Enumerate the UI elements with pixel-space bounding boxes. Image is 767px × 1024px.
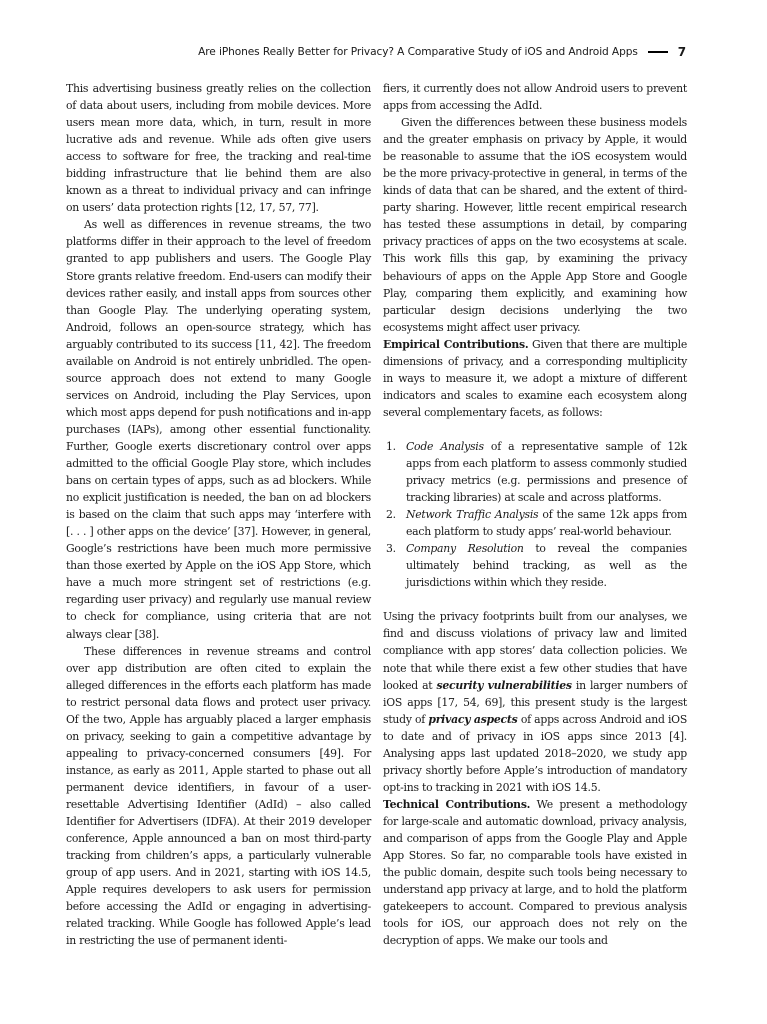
spacer xyxy=(383,591,687,608)
paragraph-revenue-control: These differences in revenue streams and control over app distribution are often cited to explain the alleged differences in the efforts each platform has made to restrict personal data flows and protect user privacy. Of the two, Apple has arguably placed a larger emphasis on privacy, seeking to gain a competitive advantage by appealing to privacy-concerned consumers [49]. For instance, as early as 2011, Apple started to phase out all permanent device identifiers, in favour of a user-resettable Advertising Identifier (AdId) – also called Identifier for Advertisers (IDFA). At their 2019 developer conference, Apple announced a ban on most third-party tracking from children’s apps, a particularly vulnerable group of app users. And in 2021, starting with iOS 14.5, Apple requires developers to ask users for permission before accessing the AdId or engaging in advertising-related tracking. While Google has followed Apple’s lead in restricting the use of permanent identi- xyxy=(66,644,371,948)
paragraph-technical-contributions xyxy=(383,796,687,949)
empirical-contributions-text: Given that there are multiple dimensions of privacy, and a corresponding multiplicity in ways to measure it, we adopt a mixture of different indicators and scales to examine each ecosystem along several complementary facets, as follows: xyxy=(383,337,687,419)
list-item-term: Code Analysis xyxy=(406,439,484,453)
list-item-term: Network Traffic Analysis xyxy=(406,508,539,522)
list-item: 3. Company Resolution to reveal the companies ultimately behind tracking, as well as the jurisdictions within which they reside. xyxy=(386,542,687,590)
paragraph-privacy-footprints: Using the privacy footprints built from our analyses, we find and discuss violations of privacy law and limited compliance with app stores’ data collection policies. We note that while there exist a few other studies that have looked at security vulnerabilities in larger numbers of iOS apps [17, 54, 69], this present study is the largest study of privacy aspects of apps across Android and iOS to date and of privacy in iOS apps since 2013 [4]. Analysing apps last updated 2018–2020, we study app privacy shortly before Apple’s introduction of mandatory opt-ins to tracking in 2021 with iOS 14.5. xyxy=(383,610,688,794)
paragraph-business-models: Given the differences between these business models and the greater emphasis on privacy by Apple, it would be reasonable to assume that the iOS ecosystem would be the more privacy-protective in general, in terms of the kinds of data that can be shared, and the extent of third-party sharing. However, little recent empirical research has tested these assumptions in detail, by comparing privacy practices of apps on the two ecosystems at scale. This work fills this gap, by examining the privacy behaviours of apps on the Apple App Store and Google Play, comparing them explicitly, and examining how particular design decisions underlying the two ecosystems might affect user privacy. xyxy=(383,116,687,334)
empirical-contributions-heading: Empirical Contributions. xyxy=(383,337,529,351)
paragraph-platform-freedom: As well as differences in revenue streams, the two platforms differ in their approach to the level of freedom granted to app publishers and users. The Google Play Store grants relative freedom. End-users can modify their devices rather easily, and install apps from sources other than Google Play. The underlying operating system, Android, follows an open-source strategy, which has arguably contributed to its success [11, 42]. The freedom available on Android is not entirely unbridled. The open-source approach does not extend to many Google services on Android, including the Play Services, upon which most apps depend for push notifications and in-app purchases (IAPs), among other essential functionality. Further, Google exerts discretionary control over apps admitted to the official Google Play store, which includes bans on certain types of apps, such as ad blockers. While no explicit justification is needed, the ban on ad blockers is based on the claim that such apps may ‘interfere with [. . . ] other apps on the device’ [37]. However, in general, Google’s restrictions have been much more permissive than those exerted by Apple on the iOS App Store, which have a much more stringent set of restrictions (e.g. regarding user privacy) and regularly use manual review to check for compliance, using criteria that are not always clear [38]. xyxy=(66,218,371,641)
paragraph-advertising-business: This advertising business greatly relies on the collection of data about users, including from mobile devices. More users mean more data, which, in turn, result in more lucrative ads and revenue. While ads often give users access to software for free, the tracking and real-time bidding infrastructure that lie behind them are also known as a threat to individual privacy and can infringe on users’ data protection rights [12, 17, 57, 77]. xyxy=(66,82,371,215)
list-item-term: Company Resolution xyxy=(406,542,524,556)
paragraph-empirical-contributions xyxy=(383,336,687,421)
list-item: 2. Network Traffic Analysis of the same 12k apps from each platform to study apps’ real-world behaviour. xyxy=(386,508,687,539)
running-header xyxy=(66,44,686,60)
paragraph-continuation: fiers, it currently does not allow Android users to prevent apps from accessing the AdId. xyxy=(383,82,687,113)
emphasis-privacy-aspects: privacy aspects xyxy=(428,712,518,726)
running-title: Are iPhones Really Better for Privacy? A Comparative Study of iOS and Android Apps xyxy=(198,46,638,58)
list-item-text: of the same 12k apps from each platform to study apps’ real-world behaviour. xyxy=(406,508,687,539)
header-rule xyxy=(648,51,668,53)
list-item: 1. Code Analysis of a representative sample of 12k apps from each platform to assess commonly studied privacy metrics (e.g. permissions and presence of tracking libraries) at scale and across platforms. xyxy=(386,439,687,505)
contributions-list xyxy=(383,438,687,591)
left-column xyxy=(66,80,371,949)
page-number: 7 xyxy=(677,45,686,59)
list-item-text: to reveal the companies ultimately behind tracking, as well as the jurisdictions within which they reside. xyxy=(406,542,687,590)
technical-contributions-heading: Technical Contributions. xyxy=(383,797,531,811)
emphasis-security-vulnerabilities: security vulnerabilities xyxy=(436,678,572,692)
technical-contributions-text: We present a methodology for large-scale and automatic download, privacy analysis, and comparison of apps from the Google Play and Apple App Stores. So far, no comparable tools have existed in the public domain, despite such tools being necessary to understand app privacy at large, and to hold the platform gatekeepers to account. Compared to previous analysis tools for iOS, our approach does not rely on the decryption of apps. We make our tools and xyxy=(383,797,687,948)
right-column xyxy=(383,80,687,949)
list-item-text: of a representative sample of 12k apps from each platform to assess commonly studied privacy metrics (e.g. permissions and presence of tracking libraries) at scale and across platforms. xyxy=(406,439,687,505)
spacer xyxy=(383,421,687,438)
